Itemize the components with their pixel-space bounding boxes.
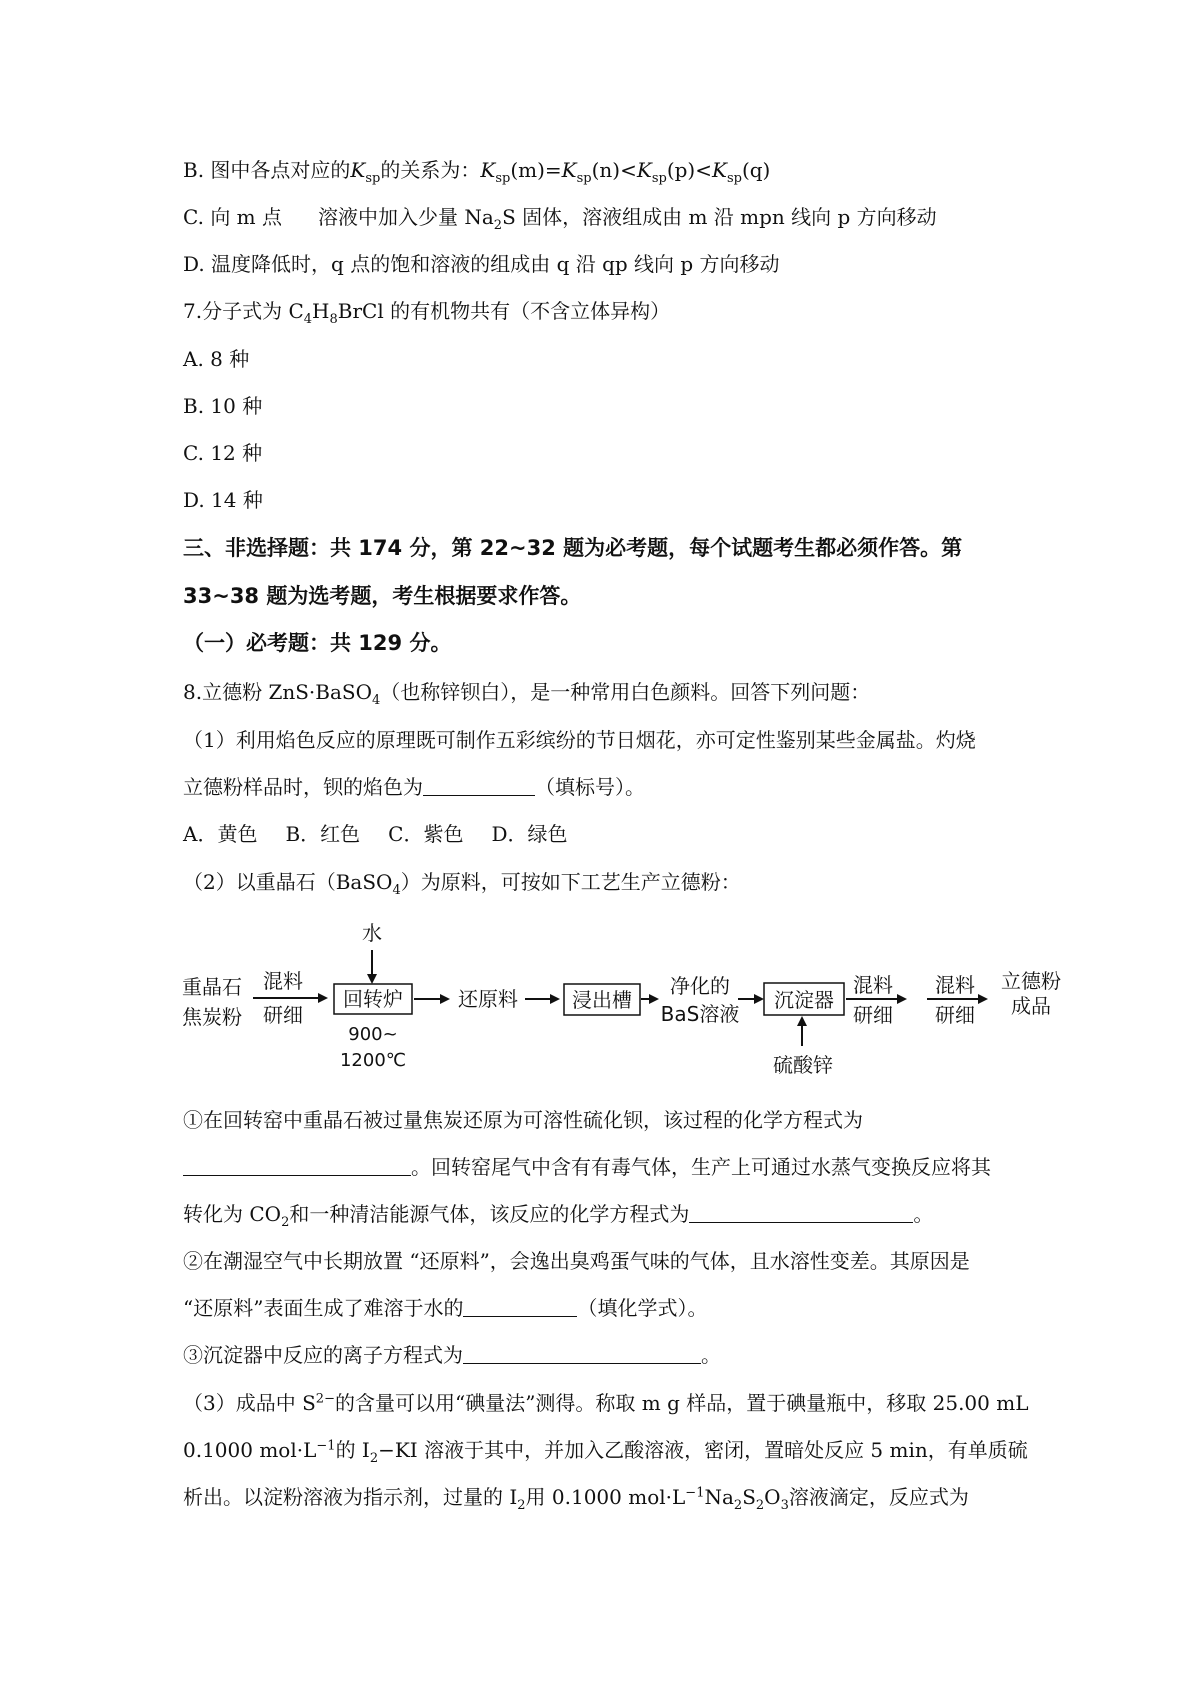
product-label-1: 立德粉 (1001, 969, 1061, 993)
leach-tank-label: 浸出槽 (572, 988, 632, 1012)
q8-stem: 8.立德粉 ZnS·BaSO$_4$（也称锌钡白），是一种常用白色颜料。回答下列问题： (183, 680, 871, 708)
section3-heading-line1: 三、非选择题：共 174 分，第 22~32 题为必考题，每个试题考生都必须作答。第 (183, 536, 963, 560)
mix-label-2b: 研细 (853, 1003, 893, 1027)
purified-label-2: BaS溶液 (660, 1002, 740, 1026)
q8-part3-line1: （3）成品中 $S^{2-}$的含量可以用“碘量法”测得。称取 m g 样品，置于碘量瓶中，移取 25.00 mL (183, 1391, 1029, 1415)
q8-part1-line1: （1）利用焰色反应的原理既可制作五彩缤纷的节日烟花，亦可定性鉴别某些金属盐。灼烧 (183, 728, 976, 752)
section3-subheading: （一）必考题：共 129 分。 (183, 631, 452, 655)
raw-material-1: 重晶石 (182, 975, 242, 999)
raw-material-2: 焦炭粉 (182, 1005, 242, 1029)
kiln-label: 回转炉 (343, 987, 403, 1011)
mix-label-1b: 研细 (263, 1003, 303, 1027)
temp-label-2: 1200℃ (339, 1050, 407, 1071)
answer-blank[interactable] (463, 1294, 577, 1317)
purified-label-1: 净化的 (670, 974, 730, 998)
q8-s2-line1: ②在潮湿空气中长期放置 “还原料”，会逸出臭鸡蛋气味的气体，且水溶性变差。其原因是 (183, 1249, 970, 1273)
precipitator-label: 沉淀器 (774, 988, 834, 1012)
q7-option-d: D. 14 种 (183, 488, 263, 512)
q8-part3-line2: 0.1000 $mol\cdot L^{-1}$的 $I_2-KI$ 溶液于其中，并加入乙酸溶液，密闭，置暗处反应 5 min，有单质硫 (183, 1438, 1028, 1466)
q7-option-a: A. 8 种 (183, 347, 250, 371)
q7-stem: 7.分子式为 $C_4H_8BrCl$ 的有机物共有（不含立体异构） (183, 299, 671, 327)
mix-label-2a: 混料 (853, 973, 893, 997)
q7-option-c: C. 12 种 (183, 441, 263, 465)
q8-s2-line2: “还原料”表面生成了难溶于水的 （填化学式）。 (183, 1296, 708, 1320)
product-label-2: 成品 (1011, 994, 1051, 1018)
q6-option-d: D. 温度降低时，q 点的饱和溶液的组成由 q 沿 qp 线向 p 方向移动 (183, 252, 780, 276)
q8-part3-line3: 析出。以淀粉溶液为指示剂，过量的 $I_2$用 0.1000 $mol\cdot L^{-1}Na_2S_2O_3$溶液滴定，反应式为 (183, 1485, 969, 1513)
q8-s3-line: ③沉淀器中反应的离子方程式为 。 (183, 1343, 721, 1367)
q8-s1-line3: 转化为 $CO_2$和一种清洁能源气体，该反应的化学方程式为 。 (183, 1202, 934, 1230)
answer-blank[interactable] (463, 1341, 701, 1364)
q8-s1-line2: 。回转窑尾气中含有有毒气体，生产上可通过水蒸气变换反应将其 (183, 1153, 991, 1181)
reduced-material-label: 还原料 (458, 987, 518, 1011)
q8-s1-line1: ①在回转窑中重晶石被过量焦炭还原为可溶性硫化钡，该过程的化学方程式为 (183, 1108, 863, 1132)
q8-part1-line2: 立德粉样品时，钡的焰色为 （填标号）。 (183, 775, 645, 799)
q8-part2-intro: （2）以重晶石（BaSO$_4$）为原料，可按如下工艺生产立德粉： (183, 870, 741, 898)
q6-option-b: B. 图中各点对应的$K_{sp}$的关系为：$K_{sp}(m)=K_{sp}(n)<K_{sp}(p)<K_{sp}(q)$ (183, 158, 771, 186)
answer-blank[interactable] (689, 1200, 913, 1223)
temp-label-1: 900~ (348, 1024, 398, 1045)
q7-option-b: B. 10 种 (183, 394, 263, 418)
water-label: 水 (362, 921, 382, 945)
answer-blank[interactable] (183, 1153, 411, 1176)
mix-label-3b: 研细 (935, 1003, 975, 1027)
mix-label-3a: 混料 (935, 973, 975, 997)
znso4-label: 硫酸锌 (773, 1053, 833, 1077)
q8-part1-options: A．黄色 B．红色 C．紫色 D．绿色 (183, 822, 568, 846)
section3-heading-line2: 33~38 题为选考题，考生根据要求作答。 (183, 584, 582, 608)
q6-option-c: C. 向 m 点 溶液中加入少量 $Na_2S$ 固体，溶液组成由 m 沿 mpn 线向 p 方向移动 (183, 205, 937, 233)
mix-label-1a: 混料 (263, 969, 303, 993)
